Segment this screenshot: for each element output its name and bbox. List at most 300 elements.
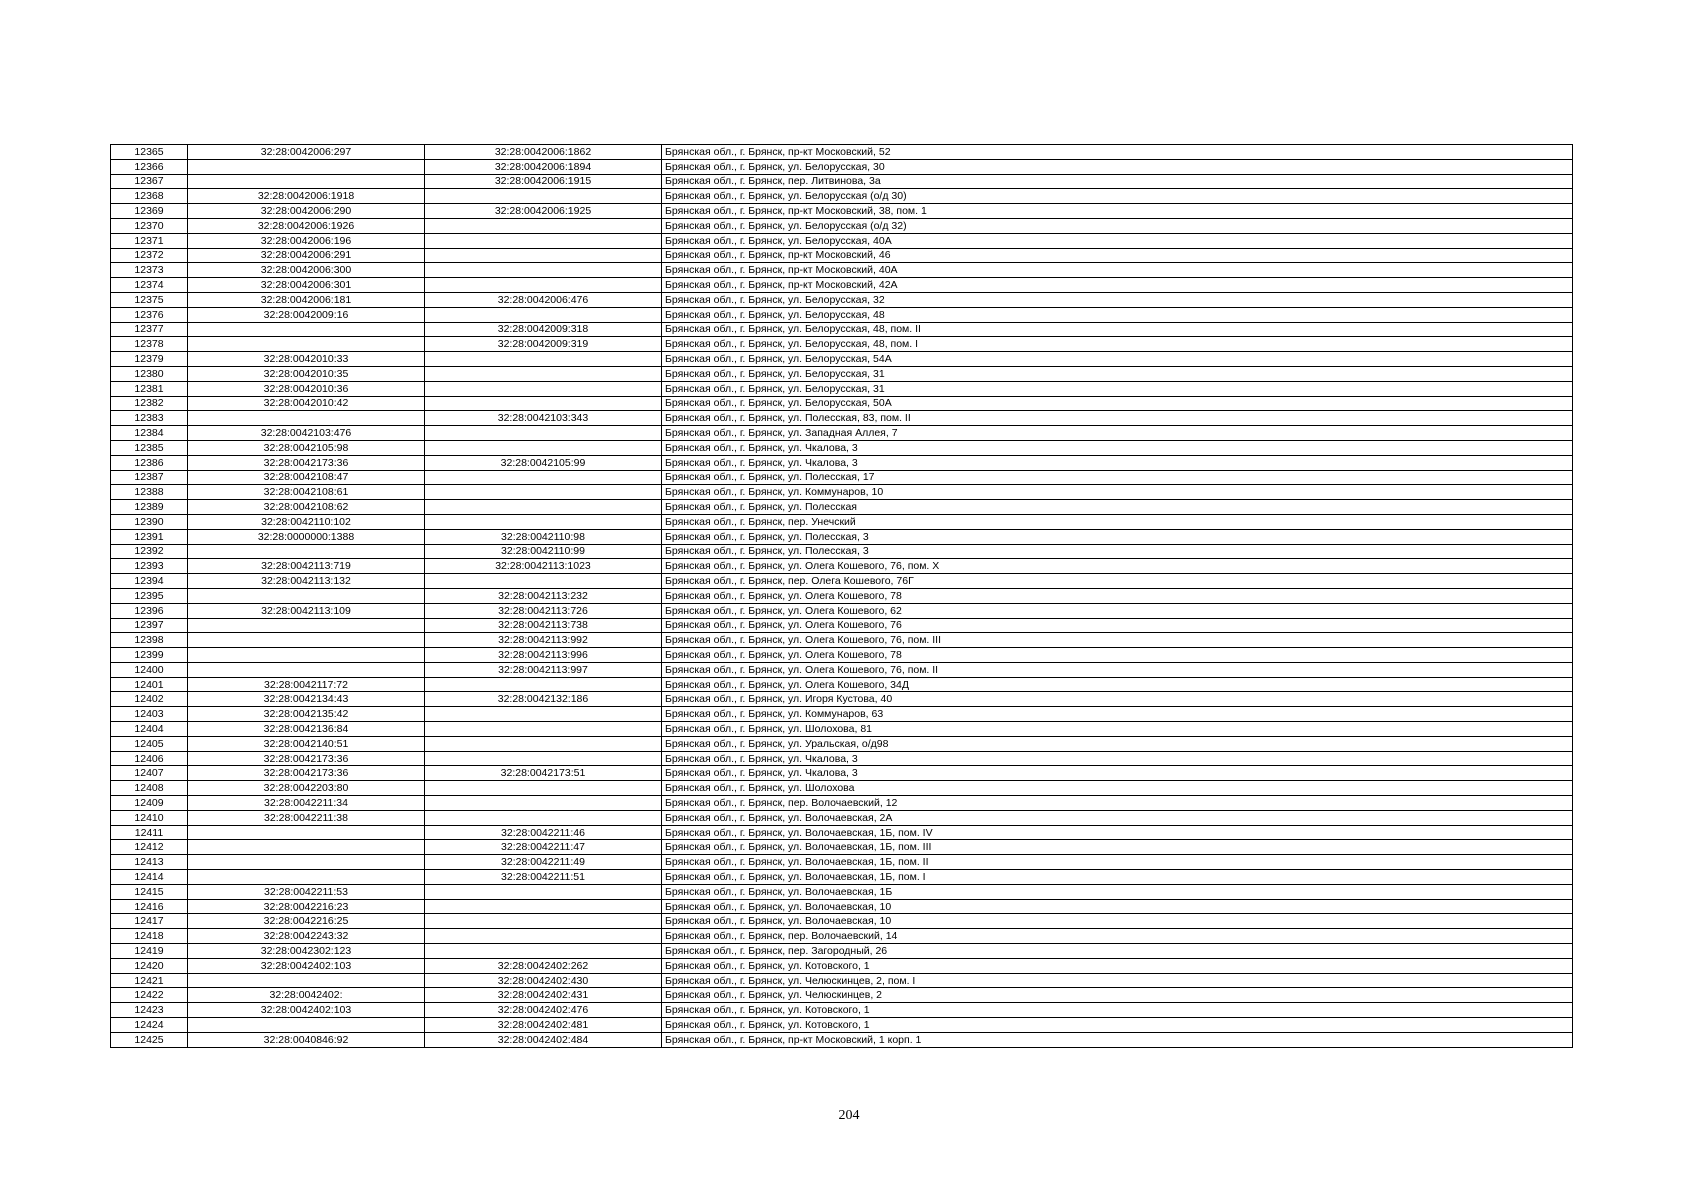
cadastral-number-cell: 32:28:0042006:300 — [188, 263, 425, 278]
cadastral-number-cell: 32:28:0042009:16 — [188, 307, 425, 322]
table-row — [111, 366, 1573, 381]
row-number-cell: 12406 — [111, 751, 188, 766]
related-cadastral-number-cell: 32:28:0042402:430 — [425, 973, 662, 988]
row-number-cell: 12392 — [111, 544, 188, 559]
cadastral-number-cell — [188, 662, 425, 677]
related-cadastral-number-cell — [425, 366, 662, 381]
related-cadastral-number-cell: 32:28:0042402:481 — [425, 1018, 662, 1033]
row-number-cell: 12390 — [111, 514, 188, 529]
address-cell: Брянская обл., г. Брянск, ул. Уральская, о/д98 — [662, 736, 1573, 751]
table-row — [111, 145, 1573, 160]
row-number-cell: 12399 — [111, 648, 188, 663]
table-row — [111, 1032, 1573, 1047]
cadastral-number-cell: 32:28:0042173:36 — [188, 455, 425, 470]
registry-table-wrapper — [110, 144, 1573, 1048]
row-number-cell: 12367 — [111, 174, 188, 189]
cadastral-number-cell: 32:28:0042302:123 — [188, 944, 425, 959]
related-cadastral-number-cell: 32:28:0042113:726 — [425, 603, 662, 618]
row-number-cell: 12373 — [111, 263, 188, 278]
cadastral-number-cell: 32:28:0042006:196 — [188, 233, 425, 248]
related-cadastral-number-cell — [425, 233, 662, 248]
related-cadastral-number-cell — [425, 781, 662, 796]
table-row — [111, 677, 1573, 692]
address-cell: Брянская обл., г. Брянск, ул. Полесская, 3 — [662, 544, 1573, 559]
cadastral-number-cell: 32:28:0042006:297 — [188, 145, 425, 160]
row-number-cell: 12377 — [111, 322, 188, 337]
cadastral-number-cell: 32:28:0042140:51 — [188, 736, 425, 751]
related-cadastral-number-cell — [425, 189, 662, 204]
related-cadastral-number-cell — [425, 736, 662, 751]
cadastral-number-cell: 32:28:0042113:719 — [188, 559, 425, 574]
row-number-cell: 12401 — [111, 677, 188, 692]
cadastral-number-cell: 32:28:0042203:80 — [188, 781, 425, 796]
table-row — [111, 292, 1573, 307]
related-cadastral-number-cell — [425, 914, 662, 929]
address-cell: Брянская обл., г. Брянск, ул. Котовского, 1 — [662, 958, 1573, 973]
address-cell: Брянская обл., г. Брянск, пер. Загородный, 26 — [662, 944, 1573, 959]
table-row — [111, 648, 1573, 663]
address-cell: Брянская обл., г. Брянск, ул. Волочаевская, 2А — [662, 810, 1573, 825]
cadastral-number-cell: 32:28:0042006:301 — [188, 278, 425, 293]
table-row — [111, 426, 1573, 441]
row-number-cell: 12396 — [111, 603, 188, 618]
row-number-cell: 12368 — [111, 189, 188, 204]
related-cadastral-number-cell — [425, 574, 662, 589]
related-cadastral-number-cell — [425, 810, 662, 825]
related-cadastral-number-cell: 32:28:0042006:1862 — [425, 145, 662, 160]
cadastral-number-cell — [188, 618, 425, 633]
cadastral-number-cell: 32:28:0042402: — [188, 988, 425, 1003]
cadastral-number-cell — [188, 973, 425, 988]
cadastral-number-cell: 32:28:0042216:23 — [188, 899, 425, 914]
address-cell: Брянская обл., г. Брянск, ул. Белорусская, 32 — [662, 292, 1573, 307]
row-number-cell: 12375 — [111, 292, 188, 307]
row-number-cell: 12372 — [111, 248, 188, 263]
cadastral-number-cell — [188, 322, 425, 337]
cadastral-number-cell: 32:28:0042108:62 — [188, 500, 425, 515]
related-cadastral-number-cell — [425, 352, 662, 367]
cadastral-number-cell: 32:28:0042108:61 — [188, 485, 425, 500]
table-row — [111, 500, 1573, 515]
row-number-cell: 12380 — [111, 366, 188, 381]
related-cadastral-number-cell: 32:28:0042402:431 — [425, 988, 662, 1003]
row-number-cell: 12389 — [111, 500, 188, 515]
row-number-cell: 12374 — [111, 278, 188, 293]
cadastral-number-cell: 32:28:0042108:47 — [188, 470, 425, 485]
cadastral-number-cell: 32:28:0042134:43 — [188, 692, 425, 707]
row-number-cell: 12394 — [111, 574, 188, 589]
row-number-cell: 12409 — [111, 796, 188, 811]
row-number-cell: 12369 — [111, 204, 188, 219]
registry-table-body — [111, 145, 1573, 1048]
cadastral-number-cell: 32:28:0042103:476 — [188, 426, 425, 441]
table-row — [111, 603, 1573, 618]
related-cadastral-number-cell — [425, 307, 662, 322]
address-cell: Брянская обл., г. Брянск, пр-кт Московский, 42А — [662, 278, 1573, 293]
address-cell: Брянская обл., г. Брянск, ул. Полесская, 17 — [662, 470, 1573, 485]
related-cadastral-number-cell — [425, 751, 662, 766]
row-number-cell: 12425 — [111, 1032, 188, 1047]
cadastral-number-cell: 32:28:0042136:84 — [188, 722, 425, 737]
related-cadastral-number-cell: 32:28:0042110:98 — [425, 529, 662, 544]
related-cadastral-number-cell: 32:28:0042211:46 — [425, 825, 662, 840]
address-cell: Брянская обл., г. Брянск, ул. Котовского, 1 — [662, 1018, 1573, 1033]
address-cell: Брянская обл., г. Брянск, ул. Полесская, 3 — [662, 529, 1573, 544]
address-cell: Брянская обл., г. Брянск, ул. Олега Кошевого, 78 — [662, 648, 1573, 663]
table-row — [111, 766, 1573, 781]
table-row — [111, 662, 1573, 677]
row-number-cell: 12370 — [111, 218, 188, 233]
related-cadastral-number-cell — [425, 722, 662, 737]
address-cell: Брянская обл., г. Брянск, ул. Игоря Кустова, 40 — [662, 692, 1573, 707]
related-cadastral-number-cell — [425, 677, 662, 692]
table-row — [111, 544, 1573, 559]
cadastral-number-cell: 32:28:0042006:291 — [188, 248, 425, 263]
table-row — [111, 233, 1573, 248]
cadastral-number-cell — [188, 825, 425, 840]
row-number-cell: 12415 — [111, 884, 188, 899]
address-cell: Брянская обл., г. Брянск, ул. Волочаевская, 10 — [662, 914, 1573, 929]
related-cadastral-number-cell: 32:28:0042110:99 — [425, 544, 662, 559]
cadastral-number-cell: 32:28:0042216:25 — [188, 914, 425, 929]
row-number-cell: 12408 — [111, 781, 188, 796]
table-row — [111, 618, 1573, 633]
address-cell: Брянская обл., г. Брянск, ул. Волочаевская, 10 — [662, 899, 1573, 914]
row-number-cell: 12400 — [111, 662, 188, 677]
cadastral-number-cell: 32:28:0042211:34 — [188, 796, 425, 811]
address-cell: Брянская обл., г. Брянск, ул. Белорусская (о/д 32) — [662, 218, 1573, 233]
row-number-cell: 12403 — [111, 707, 188, 722]
cadastral-number-cell: 32:28:0042211:53 — [188, 884, 425, 899]
cadastral-number-cell: 32:28:0042006:1918 — [188, 189, 425, 204]
address-cell: Брянская обл., г. Брянск, ул. Челюскинцев, 2, пом. I — [662, 973, 1573, 988]
address-cell: Брянская обл., г. Брянск, ул. Челюскинцев, 2 — [662, 988, 1573, 1003]
address-cell: Брянская обл., г. Брянск, ул. Белорусская, 31 — [662, 366, 1573, 381]
table-row — [111, 470, 1573, 485]
row-number-cell: 12398 — [111, 633, 188, 648]
related-cadastral-number-cell: 32:28:0042113:738 — [425, 618, 662, 633]
table-row — [111, 529, 1573, 544]
row-number-cell: 12405 — [111, 736, 188, 751]
table-row — [111, 914, 1573, 929]
address-cell: Брянская обл., г. Брянск, ул. Белорусская, 48, пом. II — [662, 322, 1573, 337]
cadastral-number-cell: 32:28:0042211:38 — [188, 810, 425, 825]
cadastral-number-cell — [188, 544, 425, 559]
row-number-cell: 12411 — [111, 825, 188, 840]
table-row — [111, 278, 1573, 293]
address-cell: Брянская обл., г. Брянск, ул. Олега Кошевого, 76 — [662, 618, 1573, 633]
table-row — [111, 633, 1573, 648]
table-row — [111, 381, 1573, 396]
address-cell: Брянская обл., г. Брянск, пер. Волочаевский, 14 — [662, 929, 1573, 944]
table-row — [111, 514, 1573, 529]
cadastral-number-cell: 32:28:0042113:132 — [188, 574, 425, 589]
row-number-cell: 12418 — [111, 929, 188, 944]
registry-table — [110, 144, 1573, 1048]
row-number-cell: 12420 — [111, 958, 188, 973]
row-number-cell: 12422 — [111, 988, 188, 1003]
table-row — [111, 440, 1573, 455]
table-row — [111, 411, 1573, 426]
row-number-cell: 12416 — [111, 899, 188, 914]
related-cadastral-number-cell — [425, 500, 662, 515]
related-cadastral-number-cell — [425, 263, 662, 278]
address-cell: Брянская обл., г. Брянск, ул. Белорусская, 31 — [662, 381, 1573, 396]
table-row — [111, 574, 1573, 589]
related-cadastral-number-cell — [425, 707, 662, 722]
related-cadastral-number-cell — [425, 218, 662, 233]
table-row — [111, 899, 1573, 914]
table-row — [111, 322, 1573, 337]
row-number-cell: 12424 — [111, 1018, 188, 1033]
address-cell: Брянская обл., г. Брянск, ул. Белорусская, 48, пом. I — [662, 337, 1573, 352]
address-cell: Брянская обл., г. Брянск, ул. Шолохова, 81 — [662, 722, 1573, 737]
row-number-cell: 12402 — [111, 692, 188, 707]
address-cell: Брянская обл., г. Брянск, пр-кт Московский, 1 корп. 1 — [662, 1032, 1573, 1047]
table-row — [111, 944, 1573, 959]
address-cell: Брянская обл., г. Брянск, ул. Чкалова, 3 — [662, 440, 1573, 455]
address-cell: Брянская обл., г. Брянск, ул. Белорусская (о/д 30) — [662, 189, 1573, 204]
table-row — [111, 988, 1573, 1003]
table-row — [111, 692, 1573, 707]
related-cadastral-number-cell — [425, 440, 662, 455]
related-cadastral-number-cell: 32:28:0042402:262 — [425, 958, 662, 973]
table-row — [111, 825, 1573, 840]
address-cell: Брянская обл., г. Брянск, пер. Волочаевский, 12 — [662, 796, 1573, 811]
table-row — [111, 736, 1573, 751]
address-cell: Брянская обл., г. Брянск, ул. Олега Кошевого, 62 — [662, 603, 1573, 618]
address-cell: Брянская обл., г. Брянск, ул. Полесская, 83, пом. II — [662, 411, 1573, 426]
cadastral-number-cell: 32:28:0042113:109 — [188, 603, 425, 618]
row-number-cell: 12414 — [111, 870, 188, 885]
related-cadastral-number-cell: 32:28:0042105:99 — [425, 455, 662, 470]
table-row — [111, 973, 1573, 988]
related-cadastral-number-cell: 32:28:0042113:992 — [425, 633, 662, 648]
table-row — [111, 707, 1573, 722]
table-row — [111, 796, 1573, 811]
cadastral-number-cell — [188, 633, 425, 648]
row-number-cell: 12412 — [111, 840, 188, 855]
cadastral-number-cell: 32:28:0042010:35 — [188, 366, 425, 381]
row-number-cell: 12379 — [111, 352, 188, 367]
row-number-cell: 12407 — [111, 766, 188, 781]
related-cadastral-number-cell: 32:28:0042103:343 — [425, 411, 662, 426]
row-number-cell: 12417 — [111, 914, 188, 929]
address-cell: Брянская обл., г. Брянск, пер. Олега Кошевого, 76Г — [662, 574, 1573, 589]
address-cell: Брянская обл., г. Брянск, пер. Унечский — [662, 514, 1573, 529]
related-cadastral-number-cell: 32:28:0042113:997 — [425, 662, 662, 677]
address-cell: Брянская обл., г. Брянск, ул. Западная Аллея, 7 — [662, 426, 1573, 441]
address-cell: Брянская обл., г. Брянск, ул. Олега Кошевого, 76, пом. II — [662, 662, 1573, 677]
table-row — [111, 958, 1573, 973]
table-row — [111, 337, 1573, 352]
cadastral-number-cell: 32:28:0042110:102 — [188, 514, 425, 529]
address-cell: Брянская обл., г. Брянск, пр-кт Московский, 52 — [662, 145, 1573, 160]
related-cadastral-number-cell: 32:28:0042132:186 — [425, 692, 662, 707]
cadastral-number-cell — [188, 159, 425, 174]
related-cadastral-number-cell — [425, 485, 662, 500]
address-cell: Брянская обл., г. Брянск, ул. Волочаевская, 1Б, пом. II — [662, 855, 1573, 870]
row-number-cell: 12378 — [111, 337, 188, 352]
cadastral-number-cell: 32:28:0042173:36 — [188, 766, 425, 781]
address-cell: Брянская обл., г. Брянск, ул. Олега Кошевого, 76, пом. III — [662, 633, 1573, 648]
cadastral-number-cell: 32:28:0042173:36 — [188, 751, 425, 766]
related-cadastral-number-cell — [425, 278, 662, 293]
row-number-cell: 12371 — [111, 233, 188, 248]
row-number-cell: 12365 — [111, 145, 188, 160]
related-cadastral-number-cell: 32:28:0042006:1925 — [425, 204, 662, 219]
address-cell: Брянская обл., г. Брянск, ул. Чкалова, 3 — [662, 751, 1573, 766]
cadastral-number-cell: 32:28:0040846:92 — [188, 1032, 425, 1047]
table-row — [111, 174, 1573, 189]
address-cell: Брянская обл., г. Брянск, ул. Белорусская, 54А — [662, 352, 1573, 367]
cadastral-number-cell: 32:28:0042135:42 — [188, 707, 425, 722]
related-cadastral-number-cell — [425, 884, 662, 899]
cadastral-number-cell: 32:28:0042010:33 — [188, 352, 425, 367]
related-cadastral-number-cell — [425, 796, 662, 811]
address-cell: Брянская обл., г. Брянск, ул. Коммунаров, 63 — [662, 707, 1573, 722]
row-number-cell: 12376 — [111, 307, 188, 322]
address-cell: Брянская обл., г. Брянск, пер. Литвинова, 3а — [662, 174, 1573, 189]
table-row — [111, 588, 1573, 603]
row-number-cell: 12423 — [111, 1003, 188, 1018]
table-row — [111, 307, 1573, 322]
cadastral-number-cell — [188, 174, 425, 189]
table-row — [111, 929, 1573, 944]
cadastral-number-cell — [188, 411, 425, 426]
cadastral-number-cell — [188, 337, 425, 352]
address-cell: Брянская обл., г. Брянск, ул. Полесская — [662, 500, 1573, 515]
address-cell: Брянская обл., г. Брянск, ул. Шолохова — [662, 781, 1573, 796]
address-cell: Брянская обл., г. Брянск, ул. Волочаевская, 1Б, пом. IV — [662, 825, 1573, 840]
address-cell: Брянская обл., г. Брянск, пр-кт Московский, 46 — [662, 248, 1573, 263]
cadastral-number-cell: 32:28:0042006:181 — [188, 292, 425, 307]
table-row — [111, 751, 1573, 766]
row-number-cell: 12384 — [111, 426, 188, 441]
related-cadastral-number-cell: 32:28:0042006:1894 — [425, 159, 662, 174]
cadastral-number-cell — [188, 1018, 425, 1033]
row-number-cell: 12386 — [111, 455, 188, 470]
table-row — [111, 218, 1573, 233]
address-cell: Брянская обл., г. Брянск, ул. Волочаевская, 1Б, пом. III — [662, 840, 1573, 855]
related-cadastral-number-cell: 32:28:0042402:484 — [425, 1032, 662, 1047]
related-cadastral-number-cell: 32:28:0042113:232 — [425, 588, 662, 603]
row-number-cell: 12383 — [111, 411, 188, 426]
related-cadastral-number-cell: 32:28:0042113:996 — [425, 648, 662, 663]
row-number-cell: 12395 — [111, 588, 188, 603]
address-cell: Брянская обл., г. Брянск, пр-кт Московский, 40А — [662, 263, 1573, 278]
row-number-cell: 12391 — [111, 529, 188, 544]
table-row — [111, 1003, 1573, 1018]
row-number-cell: 12387 — [111, 470, 188, 485]
address-cell: Брянская обл., г. Брянск, ул. Чкалова, 3 — [662, 766, 1573, 781]
row-number-cell: 12404 — [111, 722, 188, 737]
related-cadastral-number-cell: 32:28:0042211:49 — [425, 855, 662, 870]
related-cadastral-number-cell — [425, 248, 662, 263]
cadastral-number-cell: 32:28:0042243:32 — [188, 929, 425, 944]
row-number-cell: 12382 — [111, 396, 188, 411]
related-cadastral-number-cell — [425, 514, 662, 529]
cadastral-number-cell: 32:28:0042402:103 — [188, 1003, 425, 1018]
address-cell: Брянская обл., г. Брянск, ул. Волочаевская, 1Б, пом. I — [662, 870, 1573, 885]
related-cadastral-number-cell — [425, 381, 662, 396]
row-number-cell: 12413 — [111, 855, 188, 870]
address-cell: Брянская обл., г. Брянск, ул. Коммунаров, 10 — [662, 485, 1573, 500]
table-row — [111, 189, 1573, 204]
table-row — [111, 559, 1573, 574]
address-cell: Брянская обл., г. Брянск, ул. Котовского, 1 — [662, 1003, 1573, 1018]
related-cadastral-number-cell — [425, 470, 662, 485]
cadastral-number-cell: 32:28:0000000:1388 — [188, 529, 425, 544]
table-row — [111, 396, 1573, 411]
address-cell: Брянская обл., г. Брянск, ул. Волочаевская, 1Б — [662, 884, 1573, 899]
row-number-cell: 12410 — [111, 810, 188, 825]
table-row — [111, 204, 1573, 219]
cadastral-number-cell: 32:28:0042010:36 — [188, 381, 425, 396]
row-number-cell: 12385 — [111, 440, 188, 455]
address-cell: Брянская обл., г. Брянск, ул. Чкалова, 3 — [662, 455, 1573, 470]
page-number: 204 — [838, 1108, 860, 1123]
related-cadastral-number-cell: 32:28:0042402:476 — [425, 1003, 662, 1018]
address-cell: Брянская обл., г. Брянск, пр-кт Московский, 38, пом. 1 — [662, 204, 1573, 219]
cadastral-number-cell: 32:28:0042010:42 — [188, 396, 425, 411]
table-row — [111, 870, 1573, 885]
row-number-cell: 12381 — [111, 381, 188, 396]
row-number-cell: 12388 — [111, 485, 188, 500]
address-cell: Брянская обл., г. Брянск, ул. Олега Кошевого, 78 — [662, 588, 1573, 603]
cadastral-number-cell: 32:28:0042006:1926 — [188, 218, 425, 233]
table-row — [111, 781, 1573, 796]
table-row — [111, 1018, 1573, 1033]
table-row — [111, 248, 1573, 263]
address-cell: Брянская обл., г. Брянск, ул. Белорусская, 40А — [662, 233, 1573, 248]
related-cadastral-number-cell — [425, 899, 662, 914]
table-row — [111, 810, 1573, 825]
table-row — [111, 884, 1573, 899]
related-cadastral-number-cell — [425, 396, 662, 411]
related-cadastral-number-cell: 32:28:0042006:1915 — [425, 174, 662, 189]
cadastral-number-cell: 32:28:0042006:290 — [188, 204, 425, 219]
table-row — [111, 485, 1573, 500]
cadastral-number-cell — [188, 648, 425, 663]
row-number-cell: 12419 — [111, 944, 188, 959]
table-row — [111, 840, 1573, 855]
row-number-cell: 12393 — [111, 559, 188, 574]
cadastral-number-cell: 32:28:0042105:98 — [188, 440, 425, 455]
related-cadastral-number-cell: 32:28:0042113:1023 — [425, 559, 662, 574]
cadastral-number-cell — [188, 588, 425, 603]
related-cadastral-number-cell: 32:28:0042009:319 — [425, 337, 662, 352]
table-row — [111, 722, 1573, 737]
cadastral-number-cell: 32:28:0042402:103 — [188, 958, 425, 973]
row-number-cell: 12366 — [111, 159, 188, 174]
related-cadastral-number-cell — [425, 944, 662, 959]
address-cell: Брянская обл., г. Брянск, ул. Белорусская, 30 — [662, 159, 1573, 174]
table-row — [111, 352, 1573, 367]
address-cell: Брянская обл., г. Брянск, ул. Белорусская, 50А — [662, 396, 1573, 411]
cadastral-number-cell: 32:28:0042117:72 — [188, 677, 425, 692]
related-cadastral-number-cell — [425, 426, 662, 441]
related-cadastral-number-cell: 32:28:0042211:47 — [425, 840, 662, 855]
table-row — [111, 159, 1573, 174]
address-cell: Брянская обл., г. Брянск, ул. Белорусская, 48 — [662, 307, 1573, 322]
related-cadastral-number-cell: 32:28:0042173:51 — [425, 766, 662, 781]
cadastral-number-cell — [188, 840, 425, 855]
table-row — [111, 455, 1573, 470]
cadastral-number-cell — [188, 855, 425, 870]
address-cell: Брянская обл., г. Брянск, ул. Олега Кошевого, 34Д — [662, 677, 1573, 692]
related-cadastral-number-cell: 32:28:0042009:318 — [425, 322, 662, 337]
